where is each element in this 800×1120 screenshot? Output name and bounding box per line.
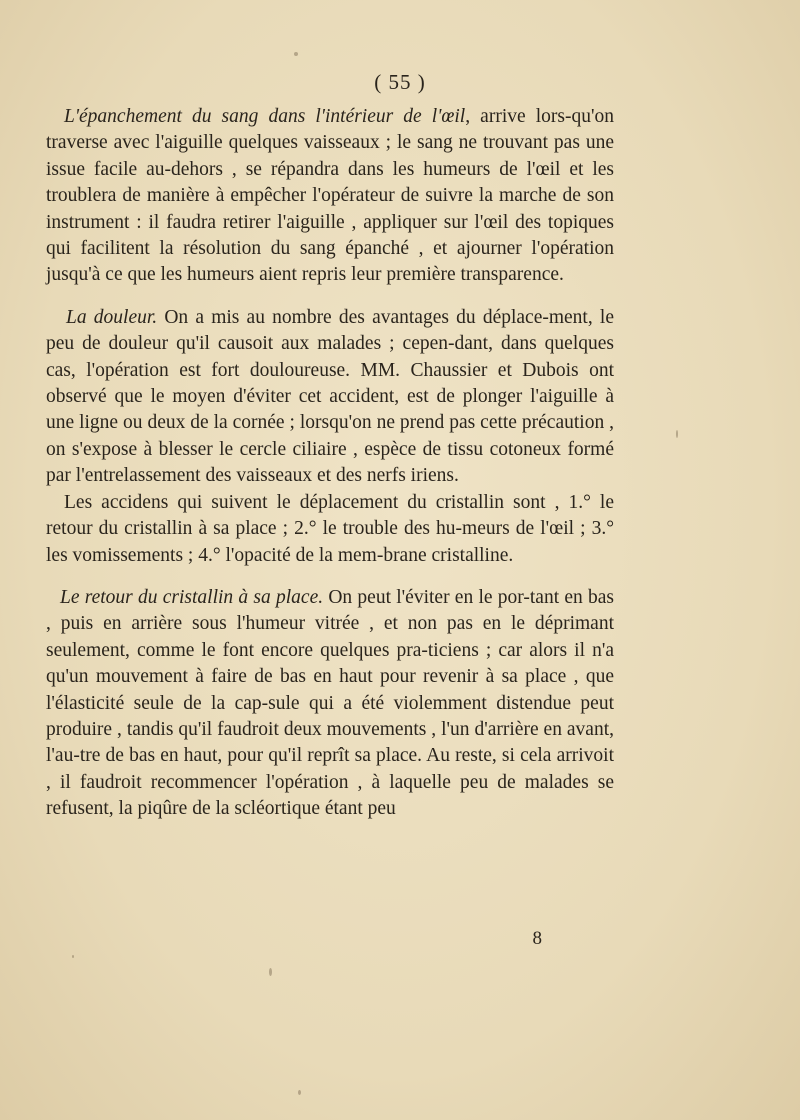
paragraph-heading: La douleur. — [66, 306, 158, 328]
paragraph-text: On a mis au nombre des avantages du déplace-ment, le peu de douleur qu'il causoit aux malades ; cepen-dant, dans quelques cas, l'opération est fort douloureuse. MM. Chaussier et Dubois ont observé que le moyen d'éviter cet accident, est de plonger l'aiguille à une ligne ou deux de la cornée ; lorsqu'on ne prend pas cette précaution , on s'expose à blesser le cercle ciliaire , espèce de tissu cotoneux formé par l'entrelassement des vaisseaux et des nerfs iriens. — [46, 306, 614, 487]
paragraph-text: Les accidens qui suivent le déplacement du cristallin sont , 1.° le retour du cristallin à sa place ; 2.° le trouble des hu-meurs de l'œil ; 3.° les vomissements ; 4.° l'opacité de la mem-brane cristalline. — [46, 491, 614, 566]
page-number: ( 55 ) — [374, 70, 426, 94]
signature-mark: 8 — [532, 928, 542, 949]
paper-speck — [676, 430, 678, 438]
paragraph-heading: L'épanchement du sang dans l'intérieur de l'œil — [64, 106, 466, 127]
paragraph-heading: Le retour du cristallin à sa place. — [60, 586, 324, 608]
paragraph-text: , arrive lors-qu'on traverse avec l'aiguille quelques vaisseaux ; le sang ne trouvant pas une issue facile au-dehors , se répandra dans les humeurs de l'œil et les troublera de manière à empêcher l'opérateur de suivre la marche de son instrument : il faudra retirer l'aiguille , appliquer sur l'œil des topiques qui facilitent la résolution du sang épanché , et ajourner l'opération jusqu'à ce que les humeurs aient repris leur première transparence. — [46, 106, 614, 286]
page-body — [46, 104, 614, 823]
paragraph-epanchement — [46, 104, 614, 289]
paragraph-retour — [46, 585, 614, 823]
paper-speck — [269, 968, 272, 976]
paragraph-douleur — [46, 305, 614, 490]
paragraph-text: On peut l'éviter en le por-tant en bas , puis en arrière sous l'humeur vitrée , et non pas en le déprimant seulement, comme le font encore quelques pra-ticiens ; car alors il n'a qu'un mouvement à faire de bas en haut pour revenir à sa place , que l'élasticité seule de la cap-sule qui a été violemment distendue peut produire , tandis qu'il faudroit deux mouvements , l'un d'arrière en avant, l'au-tre de bas en haut, pour qu'il reprît sa place. Au reste, si cela arrivoit , il faudroit recommencer l'opération , à laquelle peu de malades se refusent, la piqûre de la scléortique étant peu — [46, 586, 614, 820]
paper-speck — [72, 955, 74, 958]
paper-speck — [294, 52, 298, 56]
paper-speck — [298, 1090, 301, 1095]
paragraph-accidens — [46, 490, 614, 569]
